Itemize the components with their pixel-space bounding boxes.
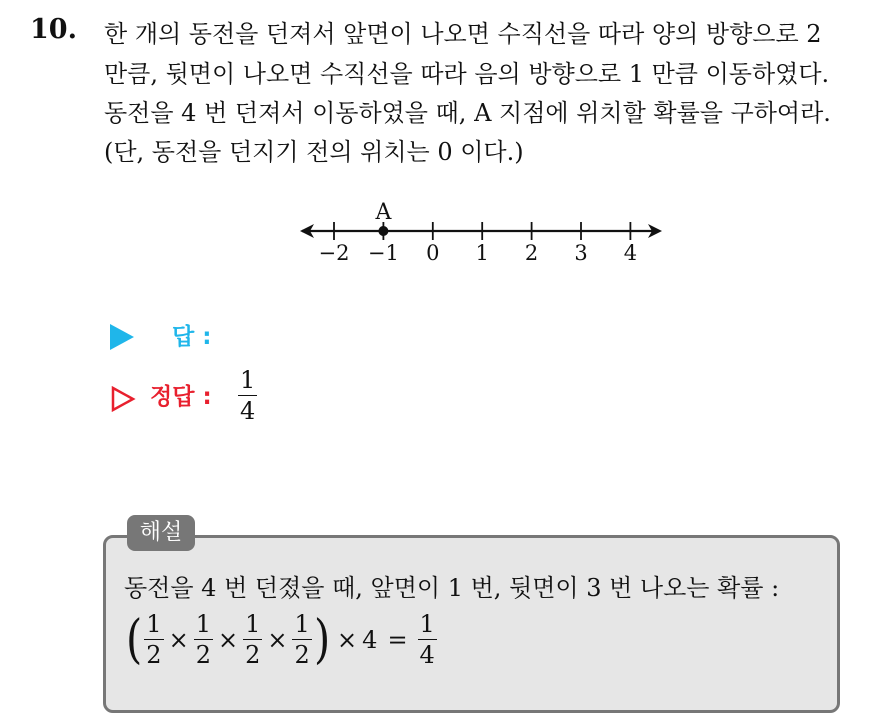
point-a-label: A — [375, 200, 392, 225]
question-line-4: (단, 동전을 던지기 전의 위치는 0 이다.) — [104, 138, 524, 166]
result-fraction: $\frac{1}{4}$ — [419, 610, 435, 669]
correct-answer-denominator: 4 — [240, 397, 256, 425]
half-fraction-4: $\frac{1}{2}$ — [294, 610, 310, 669]
right-paren: ) — [313, 609, 331, 670]
half-fraction-3: $\frac{1}{2}$ — [245, 610, 261, 669]
correct-answer-fraction — [238, 368, 257, 423]
solution-tag: 해설 — [127, 515, 195, 551]
answer-label: 답 : — [172, 324, 212, 350]
tick-marks — [319, 222, 638, 265]
correct-answer-label: 정답 : — [150, 384, 212, 410]
solution-formula — [124, 609, 437, 670]
tick-label: −2 — [318, 241, 350, 265]
equals-sign: = — [387, 625, 408, 654]
outline-triangle-icon — [110, 386, 136, 412]
point-a-dot — [378, 226, 388, 236]
times-1: × — [168, 625, 189, 654]
problem-number: 10. — [30, 14, 77, 45]
left-paren: ( — [126, 609, 143, 670]
half-fraction-1: $\frac{1}{2}$ — [146, 610, 162, 669]
solution-text: 동전을 4 번 던졌을 때, 앞면이 1 번, 뒷면이 3 번 나오는 확률 : — [124, 574, 780, 602]
question-line-2: 만큼, 뒷면이 나오면 수직선을 따라 음의 방향으로 1 만큼 이동하였다. — [104, 60, 830, 88]
tick-label: 4 — [623, 241, 638, 265]
tick-label: −1 — [367, 241, 399, 265]
number-line — [294, 195, 674, 275]
tick-label: 3 — [574, 241, 588, 265]
question-line-1: 한 개의 동전을 던져서 앞면이 나오면 수직선을 따라 양의 방향으로 2 — [104, 20, 822, 48]
half-fraction-2: $\frac{1}{2}$ — [195, 610, 211, 669]
multiplier: 4 — [362, 625, 378, 654]
times-4: × — [337, 625, 358, 654]
times-3: × — [267, 625, 288, 654]
correct-answer-numerator: 1 — [240, 366, 256, 394]
tick-label: 0 — [426, 241, 440, 265]
times-2: × — [217, 625, 239, 654]
tick-label: 1 — [475, 241, 489, 265]
tick-label: 2 — [524, 241, 539, 265]
question-line-3: 동전을 4 번 던져서 이동하였을 때, A 지점에 위치할 확률을 구하여라. — [104, 99, 831, 127]
play-triangle-icon — [110, 324, 134, 350]
